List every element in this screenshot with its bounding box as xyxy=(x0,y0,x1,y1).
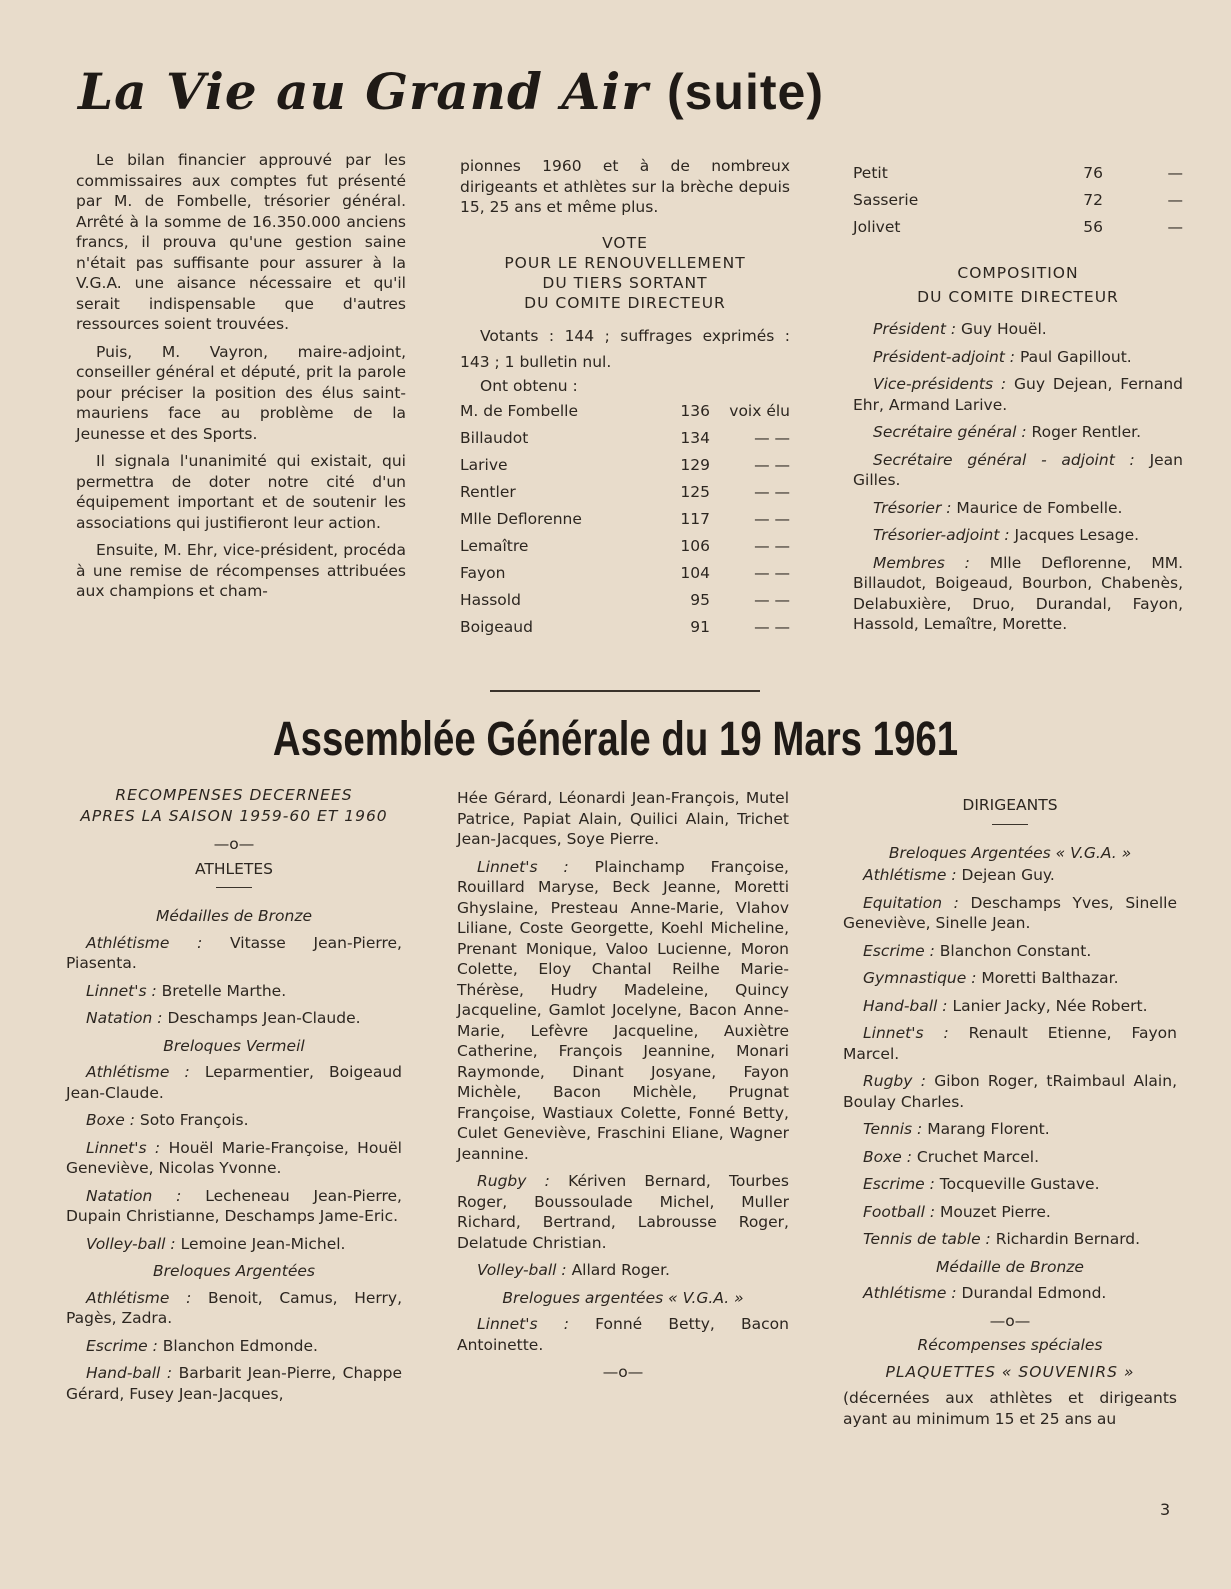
candidate-name: Petit xyxy=(853,164,888,183)
award-entry xyxy=(843,1071,1177,1112)
award-entry xyxy=(843,968,1177,989)
rewards-heading-line: RECOMPENSES DECERNEES xyxy=(115,786,353,804)
entry-label: Membres : xyxy=(873,553,970,572)
plaquettes-title: PLAQUETTES « SOUVENIRS » xyxy=(885,1362,1135,1381)
vote-row xyxy=(853,160,1183,187)
entry-names: Deschamps Yves, Sinelle Geneviève, Sinelle Jean. xyxy=(843,893,1177,932)
bottom-column-2 xyxy=(457,788,789,1383)
entry-names: Fonné Betty, Bacon Antoinette. xyxy=(457,1315,789,1354)
vote-row xyxy=(460,560,790,587)
vote-row xyxy=(853,214,1183,241)
vote-suffix: — — xyxy=(754,618,790,637)
votes-table-continued xyxy=(853,160,1183,241)
vote-heading-line: DU COMITE DIRECTEUR xyxy=(524,293,726,312)
entry-names: Lemoine Jean-Michel. xyxy=(180,1234,346,1253)
entry-names: Soto François. xyxy=(139,1111,249,1129)
vote-count: 125 xyxy=(680,483,710,502)
entry-label: Volley-ball : xyxy=(86,1234,176,1253)
vote-count: 56 xyxy=(1083,218,1103,237)
candidate-name: Jolivet xyxy=(853,218,901,237)
vote-count: 76 xyxy=(1083,164,1103,183)
vote-suffix: — — xyxy=(754,591,790,610)
award-entry xyxy=(843,1174,1177,1195)
composition-entry xyxy=(853,553,1183,635)
entry-label: Rugby : xyxy=(863,1072,926,1090)
vote-row xyxy=(853,187,1183,214)
award-entry xyxy=(843,893,1177,934)
vote-count: 136 xyxy=(680,402,710,421)
entry-label: Volley-ball : xyxy=(477,1261,567,1279)
entry-names: Benoit, Camus, Herry, Pagès, Zadra. xyxy=(66,1288,402,1327)
bottom-column-1 xyxy=(66,785,402,1411)
entry-label: Secrétaire général - adjoint : xyxy=(873,450,1135,469)
paragraph: Puis, M. Vayron, maire-adjoint, conseiller général et député, prit la parole pour préciser la position des élus saint-mauriens face au problème de la Jeunesse et des Sports. xyxy=(76,342,406,443)
paragraph: Le bilan financier approuvé par les commissaires aux comptes fut présenté par M. de Fombelle, trésorier général. Arrêté à la somme de 16.350.000 anciens francs, il prouva qu'une gestion saine n'était pas suffisante pour assurer à la V.G.A. une aisance nécessaire et qu'il serait indispensable que d'autres ressources soient trouvées. xyxy=(76,151,406,333)
composition-entry xyxy=(853,347,1183,368)
entry-label: Tennis de table : xyxy=(863,1230,991,1248)
award-entry xyxy=(66,1336,402,1357)
composition-entry xyxy=(853,498,1183,519)
award-entry xyxy=(843,1119,1177,1140)
award-entry xyxy=(66,981,402,1002)
entry-names: Vitasse Jean-Pierre, Piasenta. xyxy=(66,933,402,972)
entry-label: Natation : xyxy=(86,1186,182,1205)
dir-title: Breloques Argentées « V.G.A. » xyxy=(888,843,1132,862)
award-entry xyxy=(66,1062,402,1103)
bottom-column-3 xyxy=(843,795,1177,1436)
award-entry xyxy=(843,865,1177,886)
entry-names: Maurice de Fombelle. xyxy=(956,498,1123,517)
candidate-name: Sasserie xyxy=(853,191,919,210)
entry-names: Blanchon Constant. xyxy=(939,941,1092,960)
vote-count: 91 xyxy=(690,618,710,637)
title-suffix: (suite) xyxy=(666,64,824,120)
vote-heading-line: DU TIERS SORTANT xyxy=(542,273,708,292)
entry-names: Richardin Bernard. xyxy=(995,1230,1141,1248)
vote-suffix: — xyxy=(1167,164,1183,183)
composition-entry xyxy=(853,319,1183,340)
vote-suffix: — xyxy=(1167,191,1183,210)
entry-names: Lecheneau Jean-Pierre, Dupain Christianne, Deschamps Jame-Eric. xyxy=(66,1186,402,1225)
vote-suffix: — — xyxy=(754,483,790,502)
award-entry xyxy=(843,1229,1177,1250)
candidate-name: Mlle Deflorenne xyxy=(460,510,582,529)
entry-label: Escrime : xyxy=(863,941,935,960)
rewards-heading-line: APRES LA SAISON 1959-60 ET 1960 xyxy=(80,806,388,825)
vote-suffix: — — xyxy=(754,510,790,529)
entry-label: Boxe : xyxy=(86,1111,135,1129)
paragraph: Ensuite, M. Ehr, vice-président, procéda à une remise de récompenses attribuées aux champions et cham- xyxy=(76,541,406,600)
entry-label: Athlétisme : xyxy=(863,1284,957,1302)
entry-names: Allard Roger. xyxy=(571,1261,670,1279)
vga-title: Brelogues argentées « V.G.A. » xyxy=(502,1288,744,1307)
award-entry xyxy=(457,1314,789,1355)
entry-label: Rugby : xyxy=(477,1172,550,1190)
candidate-name: Rentler xyxy=(460,483,516,502)
entry-label: Escrime : xyxy=(86,1336,158,1355)
candidate-name: Hassold xyxy=(460,591,521,610)
entry-label: Président : xyxy=(873,320,957,338)
composition-heading-line: DU COMITE DIRECTEUR xyxy=(917,288,1119,306)
entry-names: Gibon Roger, tRaimbaul Alain, Boulay Charles. xyxy=(843,1072,1177,1111)
vote-obtained: Ont obtenu : xyxy=(480,376,578,395)
section-divider xyxy=(490,690,760,692)
entry-names: Lanier Jacky, Née Robert. xyxy=(952,996,1148,1015)
vote-suffix: — xyxy=(1167,218,1183,237)
entry-names: Durandal Edmond. xyxy=(961,1284,1107,1302)
entry-label: Escrime : xyxy=(863,1175,935,1193)
entry-names: Mlle Deflorenne, MM. Billaudot, Boigeaud, Bourbon, Chabenès, Delabuxière, Druo, Durandal, Fayon, Hassold, Lemaître, Morette. xyxy=(853,553,1183,633)
separator: —o— xyxy=(213,835,255,853)
dirigeants-list xyxy=(843,865,1177,1250)
candidate-name: Fayon xyxy=(460,564,506,583)
vermeil-title: Breloques Vermeil xyxy=(163,1036,305,1055)
entry-label: Linnet's : xyxy=(863,1024,949,1042)
entry-label: Athlétisme : xyxy=(86,1063,190,1081)
vote-count: 72 xyxy=(1083,191,1103,210)
vote-count: 95 xyxy=(690,591,710,610)
entry-names: Bretelle Marthe. xyxy=(161,981,287,1000)
entry-names: Leparmentier, Boigeaud Jean-Claude. xyxy=(66,1063,402,1102)
candidate-name: Billaudot xyxy=(460,429,529,448)
vote-heading-line: POUR LE RENOUVELLEMENT xyxy=(504,253,746,272)
vote-suffix: — — xyxy=(754,564,790,583)
entry-names: Paul Gapillout. xyxy=(1019,347,1132,366)
composition-entry xyxy=(853,422,1183,443)
entry-names: Marang Florent. xyxy=(927,1120,1050,1138)
separator: —o— xyxy=(602,1363,644,1381)
paragraph: Hée Gérard, Léonardi Jean-François, Mutel Patrice, Papiat Alain, Quilici Alain, Trichet Jean-Jacques, Soye Pierre. xyxy=(457,789,789,848)
entry-label: Linnet's : xyxy=(86,981,157,1000)
dash-rule xyxy=(992,824,1028,825)
entry-names: Jean Gilles. xyxy=(853,450,1183,489)
vote-suffix: — — xyxy=(754,456,790,475)
entry-names: Renault Etienne, Fayon Marcel. xyxy=(843,1024,1177,1063)
entry-names: Barbarit Jean-Pierre, Chappe Gérard, Fusey Jean-Jacques, xyxy=(66,1364,402,1403)
candidate-name: Boigeaud xyxy=(460,618,533,637)
award-entry xyxy=(66,1008,402,1029)
entry-label: Secrétaire général : xyxy=(873,423,1027,441)
vote-row xyxy=(460,425,790,452)
vote-suffix: voix élu xyxy=(729,402,790,421)
vote-row xyxy=(460,452,790,479)
composition-entry xyxy=(853,450,1183,491)
entry-names: Jacques Lesage. xyxy=(1014,526,1140,544)
award-entry xyxy=(843,1283,1177,1304)
vote-suffix: — — xyxy=(754,429,790,448)
argent-list xyxy=(66,1288,402,1405)
entry-label: Linnet's : xyxy=(86,1138,161,1157)
award-entry xyxy=(66,1363,402,1404)
vote-count: 106 xyxy=(680,537,710,556)
composition-list xyxy=(853,319,1183,635)
award-entry xyxy=(66,1234,402,1255)
vote-heading xyxy=(460,233,790,313)
vote-row xyxy=(460,587,790,614)
vote-row xyxy=(460,506,790,533)
entry-names: Plainchamp Françoise, Rouillard Maryse, Beck Jeanne, Moretti Ghyslaine, Presteau Anne-Marie, Vlahov Liliane, Coste Georgette, Koehl Micheline, Prenant Monique, Valoo Lucienne, Moron Colette, Eloy Chantal Reilhe Marie-Thérèse, Hudry Madeleine, Quincy Jacqueline, Gamlot Jocelyne, Bacon Anne-Marie, Lefèvre Jacqueline, Auxiètre Catherine, François Jeannine, Monari Raymonde, Dinant Josyane, Fayon Michèle, Bacon Michèle, Prugnat Françoise, Wastiaux Colette, Fonné Betty, Culet Geneviève, Fraschini Eliane, Wagner Jeannine. xyxy=(457,857,789,1163)
vote-row xyxy=(460,398,790,425)
entry-names: Deschamps Jean-Claude. xyxy=(167,1009,361,1027)
paragraph: pionnes 1960 et à de nombreux dirigeants et athlètes sur la brèche depuis 15, 25 ans et même plus. xyxy=(460,157,790,216)
entry-label: Vice-présidents : xyxy=(873,375,1007,393)
entry-names: Cruchet Marcel. xyxy=(916,1147,1040,1166)
entry-label: Trésorier : xyxy=(873,498,952,517)
title-main: La Vie au Grand Air xyxy=(78,62,649,121)
entry-label: Hand-ball : xyxy=(86,1364,173,1382)
rewards-heading xyxy=(66,785,402,826)
dir-bronze-title: Médaille de Bronze xyxy=(936,1257,1084,1276)
vote-count: 117 xyxy=(680,510,710,529)
vote-line: Votants : 144 ; suffrages exprimés : 143 ; 1 bulletin nul. xyxy=(460,326,790,371)
candidate-name: Lemaître xyxy=(460,537,529,556)
vote-row xyxy=(460,533,790,560)
entry-names: Mouzet Pierre. xyxy=(940,1202,1051,1221)
dirigeants-heading: DIRIGEANTS xyxy=(962,796,1058,814)
entry-label: Tennis : xyxy=(863,1120,923,1138)
athletes-heading: ATHLETES xyxy=(194,859,274,878)
entry-label: Athlétisme : xyxy=(863,866,957,884)
bronze-list xyxy=(66,933,402,1029)
award-entry xyxy=(66,1138,402,1179)
vote-count: 104 xyxy=(680,564,710,583)
entry-label: Boxe : xyxy=(863,1147,912,1166)
award-entry xyxy=(843,1147,1177,1168)
composition-entry xyxy=(853,525,1183,546)
dir-bronze-list xyxy=(843,1283,1177,1304)
award-entry xyxy=(66,1288,402,1329)
vote-row xyxy=(460,479,790,506)
entry-label: Athlétisme : xyxy=(86,933,203,952)
entry-label: Linnet's : xyxy=(477,1315,569,1333)
entry-names: Guy Houël. xyxy=(961,320,1047,338)
dash-rule xyxy=(216,887,252,888)
entry-names: Tocqueville Gustave. xyxy=(939,1175,1100,1193)
entry-label: Linnet's : xyxy=(477,857,569,876)
award-entry xyxy=(457,1260,789,1281)
entry-label: Natation : xyxy=(86,1009,163,1027)
entry-names: Kériven Bernard, Tourbes Roger, Boussoulade Michel, Muller Richard, Bertrand, Labrousse Roger, Delatude Christian. xyxy=(457,1172,790,1252)
award-entry xyxy=(66,1110,402,1131)
vote-heading-line: VOTE xyxy=(602,233,648,252)
entry-names: Blanchon Edmonde. xyxy=(162,1336,318,1355)
entry-label: Football : xyxy=(863,1202,936,1221)
argent-title: Breloques Argentées xyxy=(153,1262,315,1280)
vermeil-list xyxy=(66,1062,402,1254)
paragraph: (décernées aux athlètes et dirigeants ayant au minimum 15 et 25 ans au xyxy=(843,1389,1177,1428)
article-title-la-vie-au-grand-air xyxy=(78,62,824,121)
top-column-3 xyxy=(853,160,1183,642)
entry-names: Moretti Balthazar. xyxy=(981,969,1119,987)
vote-count: 129 xyxy=(680,456,710,475)
vote-row xyxy=(460,614,790,641)
vote-count: 134 xyxy=(680,429,710,448)
assembly-title: Assemblée Générale du 19 Mars 1961 xyxy=(272,713,959,766)
awards-list xyxy=(457,857,789,1281)
vote-suffix: — — xyxy=(754,537,790,556)
paragraph: Il signala l'unanimité qui existait, qui permettra de doter notre cité d'un équipement important et de soutenir les associations qui justifieront leur action. xyxy=(76,452,406,532)
vga-list xyxy=(457,1314,789,1355)
entry-label: Athlétisme : xyxy=(86,1288,192,1307)
votes-table xyxy=(460,398,790,641)
award-entry xyxy=(843,941,1177,962)
award-entry xyxy=(457,857,789,1165)
award-entry xyxy=(66,1186,402,1227)
entry-label: Trésorier-adjoint : xyxy=(873,526,1010,544)
entry-names: Roger Rentler. xyxy=(1031,423,1141,441)
entry-label: Gymnastique : xyxy=(863,969,977,987)
entry-names: Guy Dejean, Fernand Ehr, Armand Larive. xyxy=(853,375,1183,414)
composition-entry xyxy=(853,374,1183,415)
entry-names: Dejean Guy. xyxy=(961,866,1055,884)
award-entry xyxy=(843,996,1177,1017)
award-entry xyxy=(843,1023,1177,1064)
composition-heading-line: COMPOSITION xyxy=(957,264,1079,282)
entry-label: Hand-ball : xyxy=(863,996,948,1015)
separator: —o— xyxy=(989,1311,1031,1330)
award-entry xyxy=(457,1171,789,1253)
award-entry xyxy=(66,933,402,974)
top-column-1 xyxy=(76,150,406,609)
candidate-name: M. de Fombelle xyxy=(460,402,578,421)
page-number: 3 xyxy=(1160,1500,1171,1519)
award-entry xyxy=(843,1202,1177,1223)
composition-heading xyxy=(853,261,1183,309)
entry-label: Equitation : xyxy=(863,893,959,912)
candidate-name: Larive xyxy=(460,456,508,475)
entry-names: Houël Marie-Françoise, Houël Geneviève, Nicolas Yvonne. xyxy=(66,1138,402,1177)
entry-label: Président-adjoint : xyxy=(873,347,1015,366)
bronze-title: Médailles de Bronze xyxy=(156,907,312,925)
special-title: Récompenses spéciales xyxy=(917,1336,1103,1354)
top-column-2 xyxy=(460,156,790,641)
